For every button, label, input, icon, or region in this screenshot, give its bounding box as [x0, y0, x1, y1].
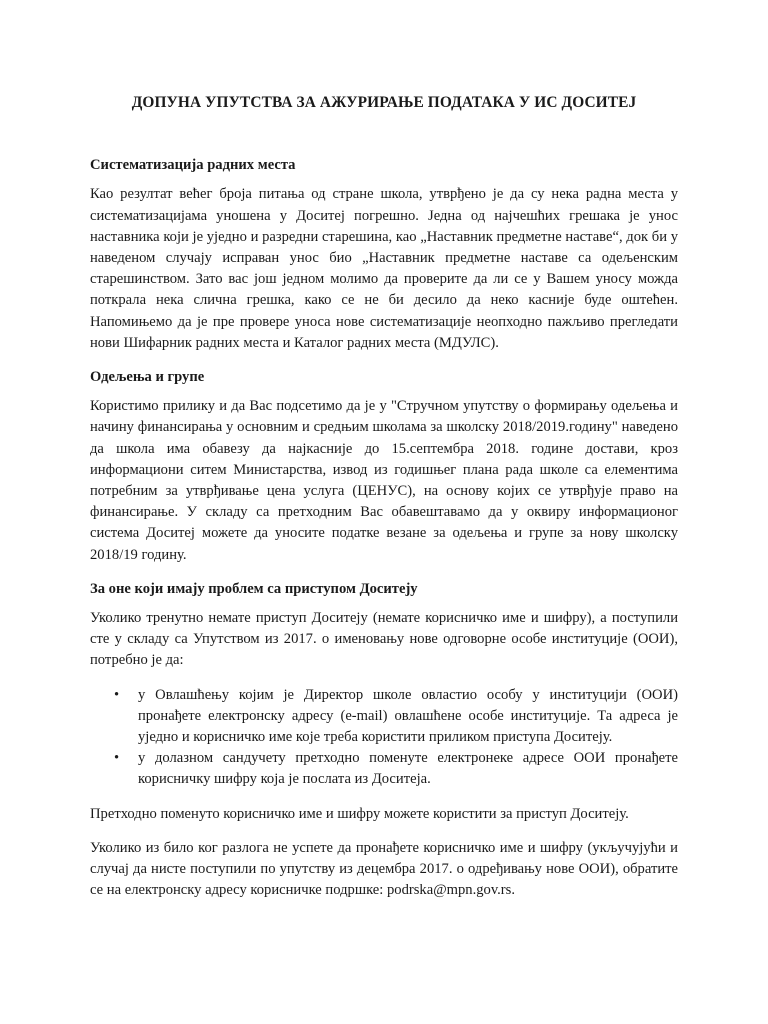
section-heading-classes-groups: Одељења и групе — [90, 369, 205, 386]
paragraph-credentials-usage: Претходно поменуто корисничко име и шифру можете користити за приступ Доситеју. — [90, 805, 629, 822]
bullet-icon: • — [114, 686, 120, 703]
section-access-problems — [90, 579, 678, 902]
list-item-text: у Овлашћењу којим је Директор школе овластио особу у институцији (ООИ) пронађете електронску адресу (e-mail) овлашћене особе институције. Та адреса је уједно и корисничко име које треба користити приликом приступа Доситеју. — [138, 686, 678, 746]
paragraph-classes-groups: Користимо прилику и да Вас подсетимо да је у "Стручном упутству о формирању одељења и начину финансирања у основним и средњим школама за школску 2018/2019.годину" наведено да школа има обавезу да најкасније до 15.септембра 2018. године достави, кроз информациони ситем Министарства, извод из годишњег плана рада школе са елементима потребним за утврђивање цена услуга (ЦЕНУС), на основу којих се утврђује право на финансирање. У складу са претходним Вас обавештавамо да у оквиру информационог система Доситеј можете да уносите податке везане за одељења и групе за нову школску 2018/19 годину. — [90, 398, 678, 563]
document-title: ДОПУНА УПУТСТВА ЗА АЖУРИРАЊЕ ПОДАТАКА У ИС ДОСИТЕЈ — [131, 94, 637, 111]
paragraph-support-contact: Уколико из било ког разлога не успете да пронађете корисничко име и шифру (укључујући и случај да нисте поступили по упутству из децембра 2017. о одређивању нове ООИ), обратите се на електронску адресу корисничке подршке: podrska@mpn.gov.rs. — [90, 839, 678, 899]
section-systematization — [90, 155, 678, 354]
section-heading-systematization: Систематизација радних места — [90, 157, 296, 174]
section-heading-access-problems: За оне који имају проблем са приступом Доситеју — [90, 580, 418, 597]
bullet-icon: • — [114, 750, 120, 767]
list-item-text: у долазном сандучету претходно поменуте електронеке адресе ООИ пронађете корисничку шифру која је послата из Доситеја. — [138, 750, 678, 788]
section-classes-groups — [90, 367, 678, 566]
paragraph-systematization: Као резултат већег броја питања од стране школа, утврђено је да су нека радна места у систематизацијама уношена у Доситеј погрешно. Једна од најчешћих грешака је унос наставника који је уједно и разредни старешина, као „Наставник предметне наставе“, док би у наведеном случају исправан унос био „Наставник предметне наставе са одељенским старешинством. Зато вас још једном молимо да проверите да ли се у Вашем уносу можда поткрала нека слична грешка, како се не би десило да неко касније буде оштећен. Напомињемо да је пре провере уноса нове систематизације неопходно пажљиво прегледати нови Шифарник радних места и Каталог радних места (МДУЛС). — [90, 186, 678, 351]
document-page — [90, 92, 678, 915]
list-item — [90, 748, 678, 790]
paragraph-access-intro: Уколико тренутно немате приступ Доситеју (немате корисничко име и шифру), а поступили сте у складу са Упутством из 2017. о именовању нове одговорне особе институције (ООИ), потребно је да: — [90, 610, 678, 669]
list-item — [90, 685, 678, 749]
bullet-list — [90, 685, 678, 791]
